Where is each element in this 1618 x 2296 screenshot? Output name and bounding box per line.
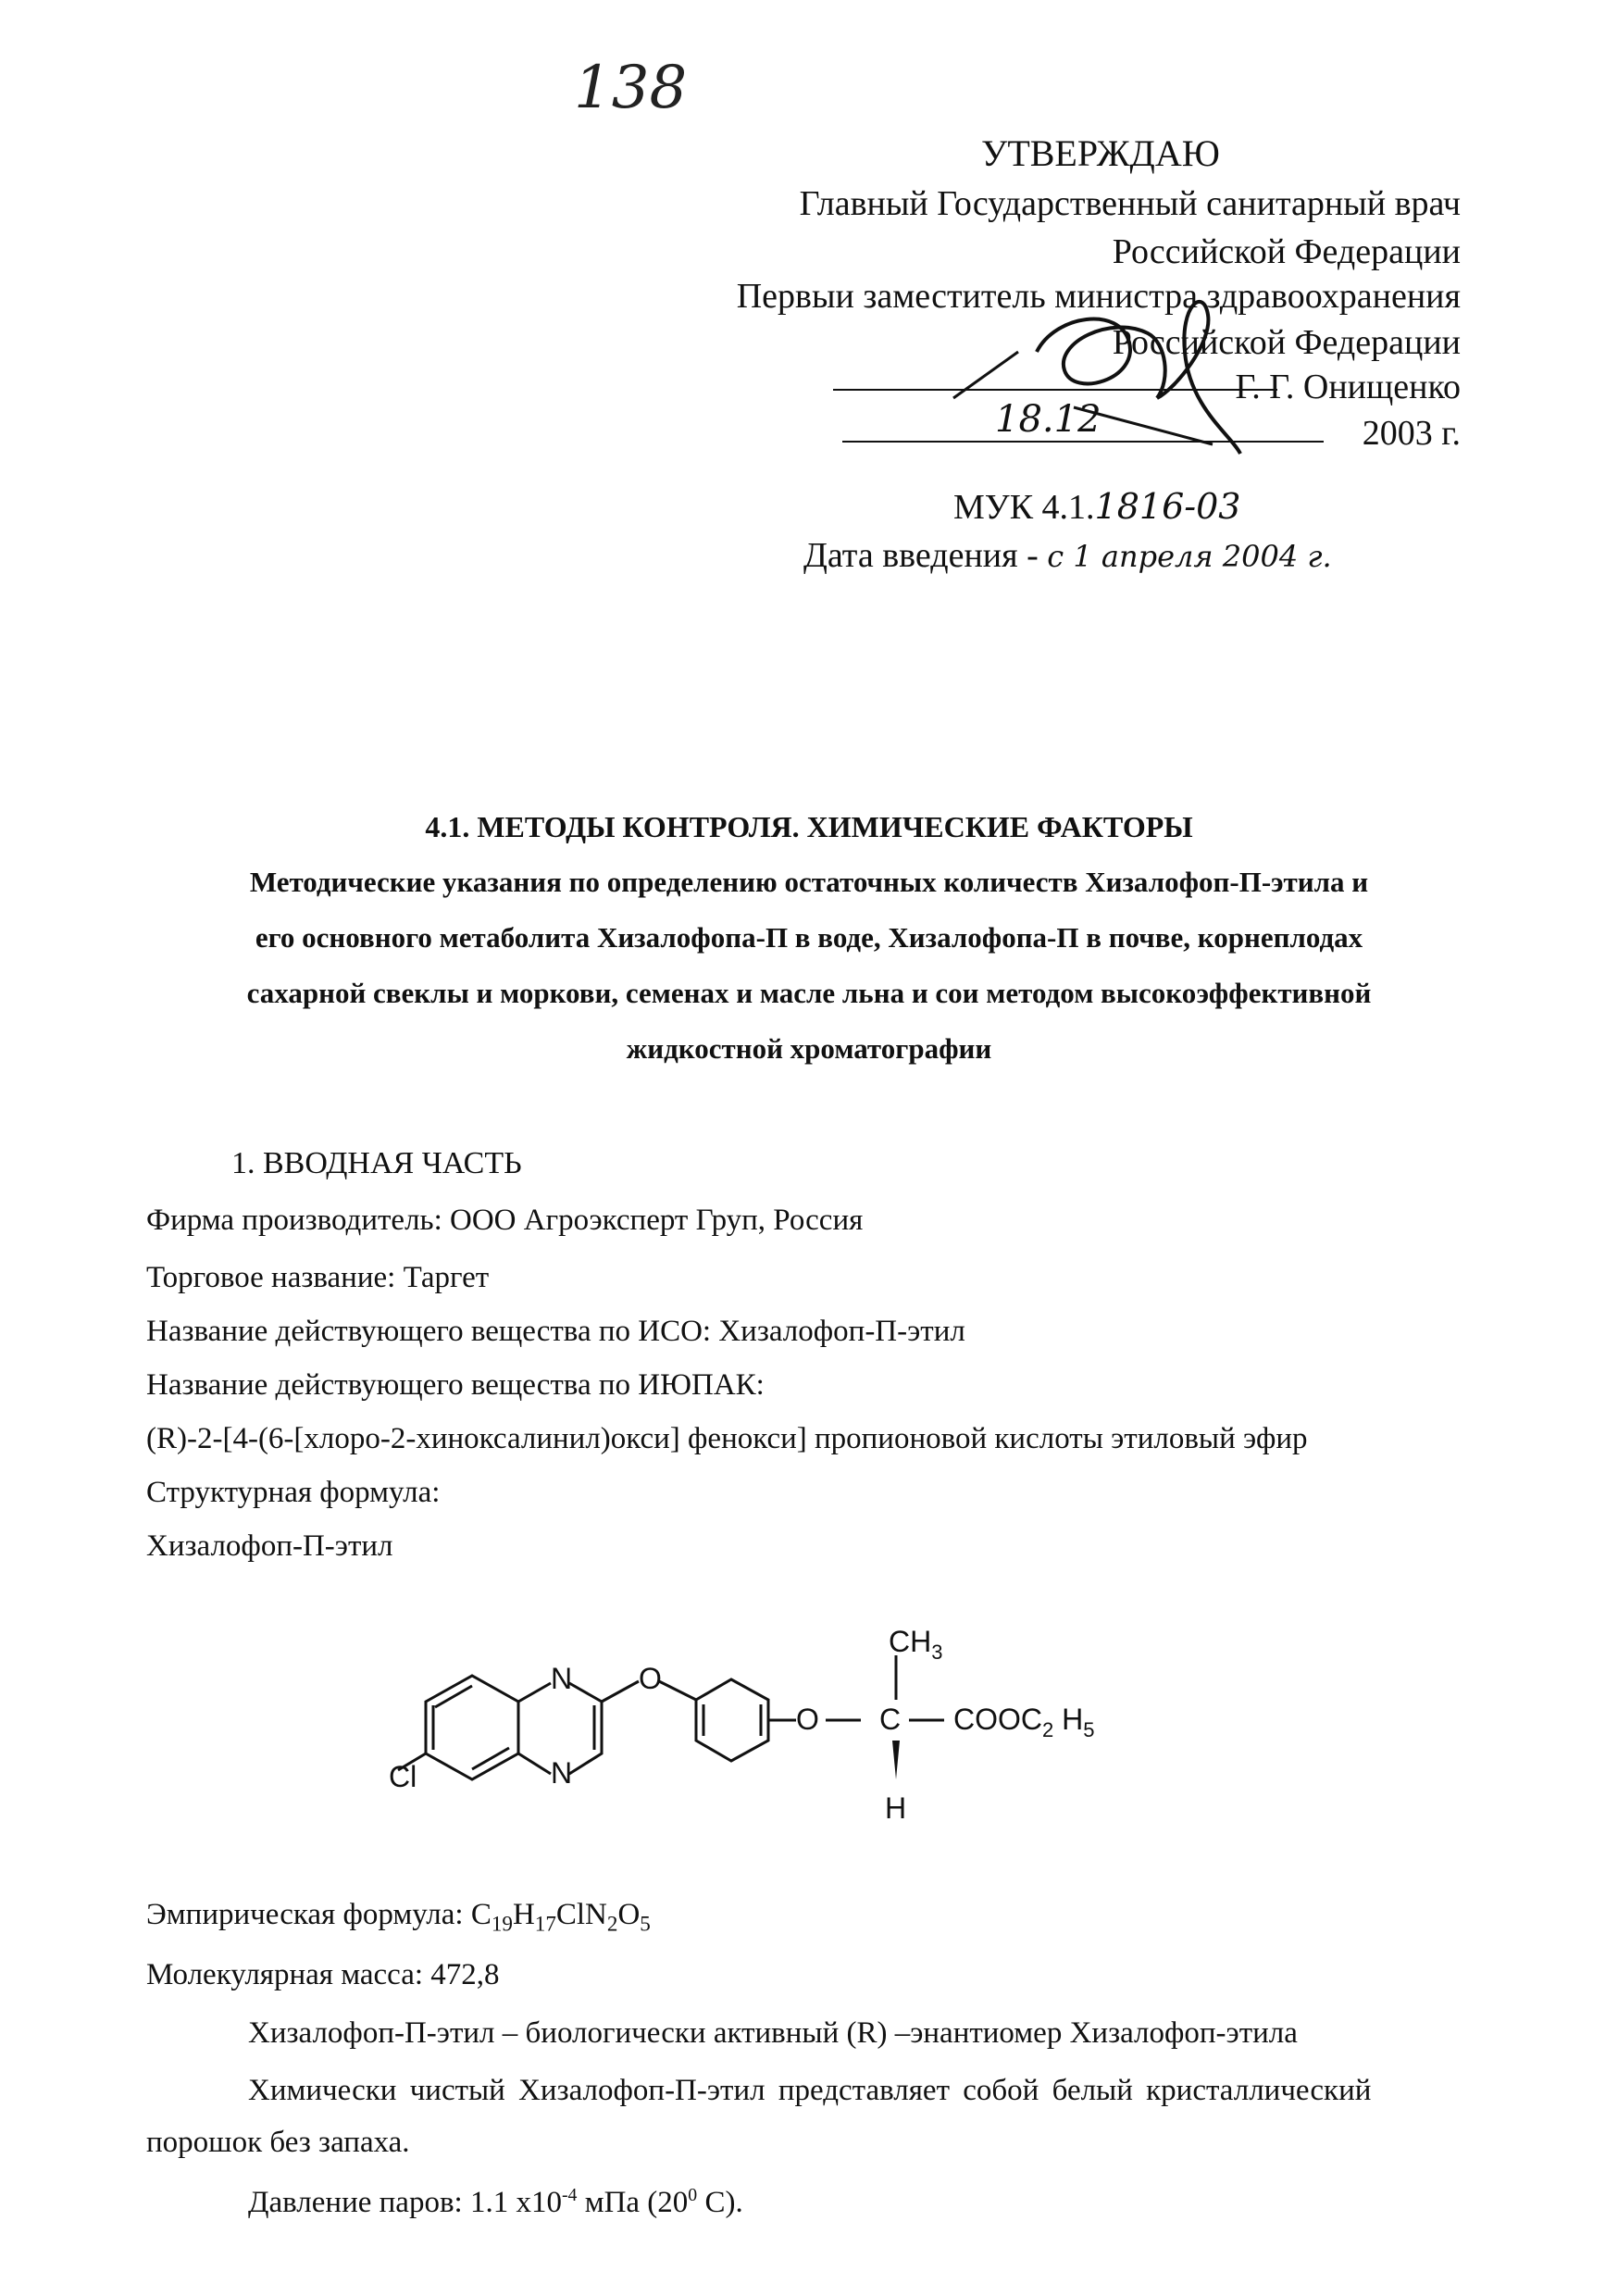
paragraph-2-line-2: порошок без запаха. [146,2126,410,2159]
handwritten-page-number: 138 [574,54,688,122]
muk-number [953,486,1240,528]
approval-signer: Г. Г. Онищенко [1235,368,1461,406]
vapor-pressure: Давление паров: 1.1 $x10^{-4}$ мПа ($20^0$ С). [248,2185,743,2219]
empirical-label: Эмпирическая формула: [146,1898,471,1931]
approval-line-2: Российской Федерации [1112,232,1461,271]
approval-year: 2003 г. [1362,414,1461,453]
approval-heading: УТВЕРЖДАЮ [981,132,1220,174]
muk-handwritten-number: 1816-03 [1094,486,1241,527]
manufacturer: Фирма производитель: ООО Агроэксперт Груп, Россия [146,1204,864,1237]
atom-ester: $COOC_2$ $H_5$ [953,1703,1095,1741]
atom-n1: N [551,1662,573,1695]
atom-ch3: $CH_3$ [889,1625,943,1664]
muk-label: МУК 4.1. [953,488,1095,527]
intro-date-handwritten: с 1 апреля 2004 г. [1047,539,1332,574]
trade-name: Торговое название: Таргет [146,1261,490,1294]
structural-formula [333,1611,1166,1833]
molecular-mass: Молекулярная масса: 472,8 [146,1958,500,1991]
atom-cl: Cl [389,1760,417,1793]
empirical-formula [146,1898,651,1937]
handwritten-signature-date: 18.12 [995,398,1101,441]
subtitle-line-4: жидкостной хроматографии [626,1032,992,1065]
subtitle-line-2: его основного метаболита Хизалофопа-П в воде, Хизалофопа-П в почве, корнеплодах [255,921,1363,954]
atom-h: H [885,1791,907,1825]
structure-label: Структурная формула: [146,1476,441,1509]
atom-n2: N [551,1756,573,1790]
iupac-label: Название действующего вещества по ИЮПАК: [146,1368,765,1402]
iupac-name: (R)-2-[4-(6-[хлоро-2-хиноксалинил)окси] фенокси] пропионовой кислоты этиловый эфир [146,1422,1308,1455]
approval-line-4: Российской Федерации [1112,323,1461,362]
intro-date-label: Дата введения - [803,536,1039,575]
subtitle-line-1: Методические указания по определению остаточных количеств Хизалофоп-П-этила и [249,866,1369,898]
atom-o1: O [639,1662,662,1695]
section-title: 4.1. МЕТОДЫ КОНТРОЛЯ. ХИМИЧЕСКИЕ ФАКТОРЫ [425,810,1193,843]
iso-name: Название действующего вещества по ИСО: Хизалофоп-П-этил [146,1315,965,1348]
approval-line-1: Главный Государственный санитарный врач [799,184,1461,223]
paragraph-1: Хизалофоп-П-этил – биологически активный (R) –энантиомер Хизалофоп-этила [248,2016,1298,2050]
intro-heading: 1. ВВОДНАЯ ЧАСТЬ [231,1146,522,1180]
compound-name: Хизалофоп-П-этил [146,1529,393,1563]
atom-o2: O [796,1703,819,1736]
subtitle-line-3: сахарной свеклы и моркови, семенах и масле льна и сои методом высокоэффективной [246,977,1372,1009]
introduction-date [803,535,1332,576]
atom-c: C [879,1703,902,1736]
empirical-value: $C_{19}H_{17}ClN_2O_5$ [470,1898,651,1936]
approval-line-3: Первыи заместитель министра здравоохранения [736,277,1461,316]
paragraph-2-line-1: Химически чистый Хизалофоп-П-этил представляет собой белый кристаллический [248,2074,1372,2107]
